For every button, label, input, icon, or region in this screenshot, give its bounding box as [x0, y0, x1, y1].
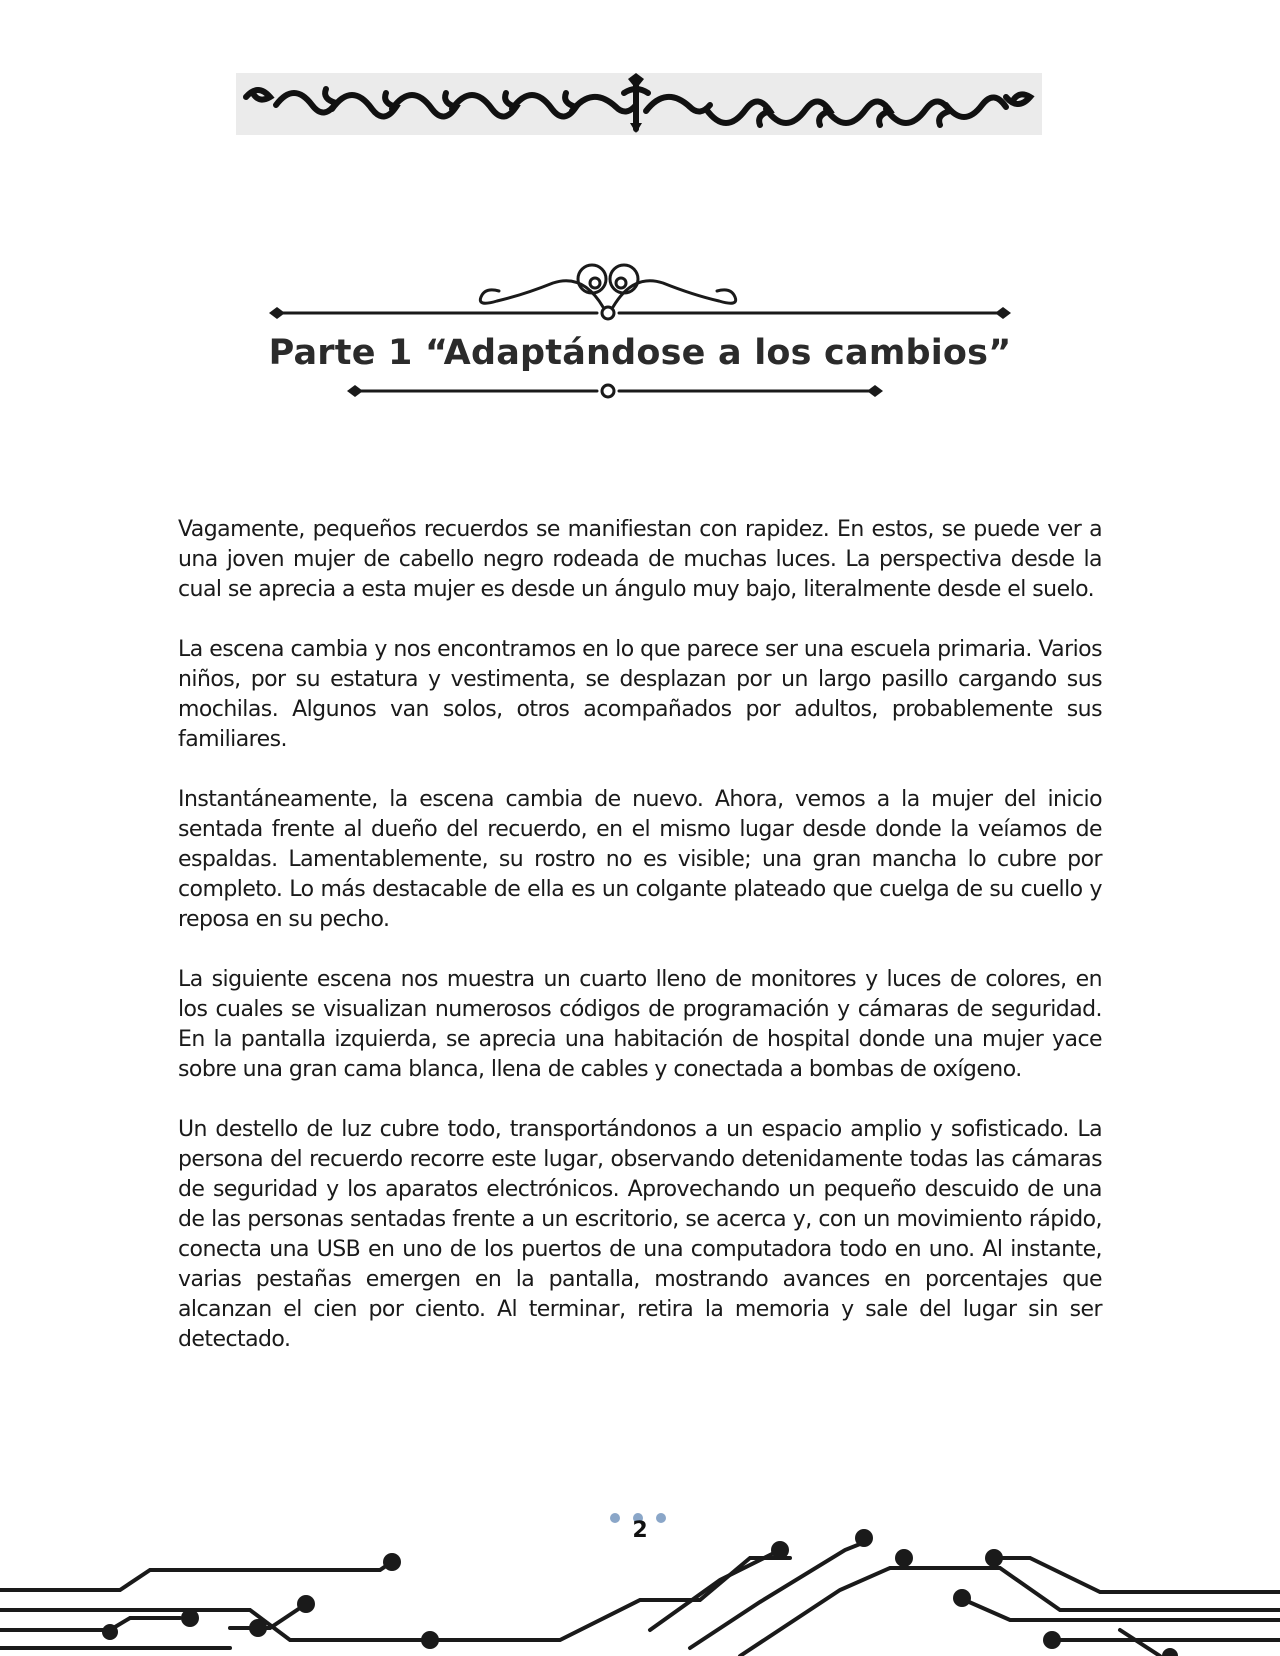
paragraph: La escena cambia y nos encontramos en lo que parece ser una escuela primaria. Varios niños, por su estatura y vestimenta, se desplazan por un largo pasillo cargando sus mochilas. Algunos van solos, otros acompañados por adultos, probablemente sus familiares. — [178, 637, 1102, 752]
chapter-body — [178, 515, 1102, 1385]
chapter-heading-frame — [265, 255, 1015, 415]
paragraph: Vagamente, pequeños recuerdos se manifiestan con rapidez. En estos, se puede ver a una joven mujer de cabello negro rodeada de muchas luces. La perspectiva desde la cual se aprecia a esta mujer es desde un ángulo muy bajo, literalmente desde el suelo. — [178, 517, 1102, 602]
chapter-title: Parte 1 “Adaptándose a los cambios” — [268, 333, 1012, 373]
paragraph: La siguiente escena nos muestra un cuarto lleno de monitores y luces de colores, en los cuales se visualizan numerosos códigos de programación y cámaras de seguridad. En la pantalla izquierda, se aprecia una habitación de hospital donde una mujer yace sobre una gran cama blanca, llena de cables y conectada a bombas de oxígeno. — [178, 967, 1102, 1082]
page-number: 2 — [632, 1518, 648, 1543]
paragraph: Un destello de luz cubre todo, transportándonos a un espacio amplio y sofisticado. La persona del recuerdo recorre este lugar, observando detenidamente todas las cámaras de seguridad y los aparatos electrónicos. Aprovechando un pequeño descuido de una de las personas sentadas frente a un escritorio, se acerca y, con un movimiento rápido, conecta una USB en uno de los puertos de una computadora todo en uno. Al instante, varias pestañas emergen en la pantalla, mostrando avances en porcentajes que alcanzan el cien por ciento. Al terminar, retira la memoria y sale del lugar sin ser detectado. — [178, 1117, 1102, 1352]
scroll-flourish-icon — [236, 73, 1042, 135]
paragraph: Instantáneamente, la escena cambia de nuevo. Ahora, vemos a la mujer del inicio sentada frente al dueño del recuerdo, en el mismo lugar desde donde la veíamos de espaldas. Lamentablemente, su rostro no es visible; una gran mancha lo cubre por completo. Lo más destacable de ella es un colgante plateado que cuelga de su cuello y reposa en su pecho. — [178, 787, 1102, 932]
